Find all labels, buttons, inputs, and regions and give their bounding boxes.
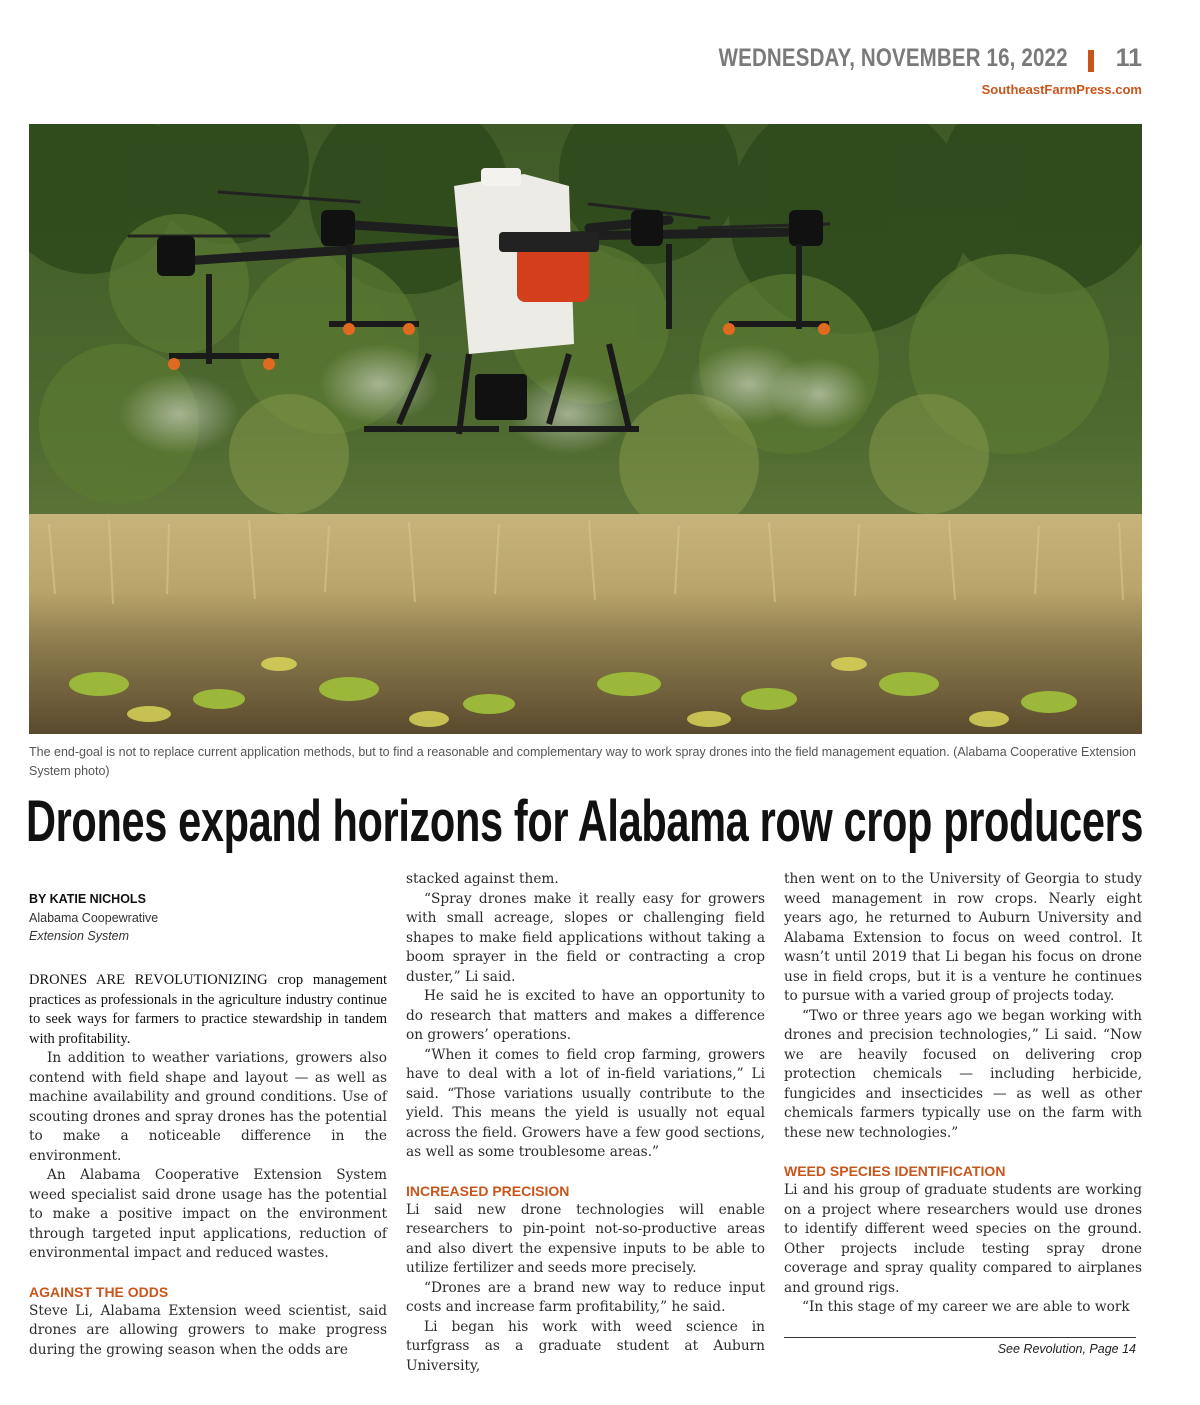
article-column-1 <box>29 870 387 1360</box>
photo-caption: The end-goal is not to replace current application methods, but to find a reasonable and complementary way to work spray drones into the field management equation. (Alabama Cooperative Extension System photo) <box>29 745 1136 778</box>
subhead-against-the-odds: AGAINST THE ODDS <box>29 1283 169 1300</box>
paragraph: Li began his work with weed science in turfgrass as a graduate student at Auburn University, <box>406 1318 765 1374</box>
article-column-3 <box>784 870 1142 1318</box>
lead-photo <box>29 124 1142 734</box>
page-number: 11 <box>1115 44 1142 72</box>
paragraph: “Two or three years ago we began working with drones and precision technologies,” Li said. “Now we are heavily focused on delivering crop protection chemicals — including herbicide, fungicides and insecticides — as well as other chemicals farmers typically use on the farm with these new technologies.” <box>784 1007 1142 1141</box>
paragraph: Steve Li, Alabama Extension weed scientist, said drones are allowing growers to make progress during the growing season when the odds are <box>29 1302 387 1358</box>
byline-affiliation: Alabama Coopewrative <box>29 911 159 925</box>
subhead-weed-species-identification: WEED SPECIES IDENTIFICATION <box>784 1163 1006 1179</box>
paragraph: He said he is excited to have an opportunity to do research that matters and makes a difference on growers’ operations. <box>406 988 765 1043</box>
paragraph: Li and his group of graduate students are working on a project where researchers would use drones to identify different weed species on the ground. Other projects include testing spray drone coverage and spray quality compared to airplanes and ground rigs. <box>784 1182 1142 1296</box>
header-divider <box>1088 50 1094 72</box>
paragraph: “Spray drones make it really easy for growers with small acreage, slopes or challenging field shapes to make field applications without taking a boom sprayer in the field or contracting a crop duster,” Li said. <box>406 890 765 985</box>
paragraph: An Alabama Cooperative Extension System weed specialist said drone usage has the potential to make a positive impact on the environment through targeted input applications, reduction of environmental impact and reduced wastes. <box>29 1167 387 1261</box>
paragraph: then went on to the University of Georgia to study weed management in row crops. Nearly eight years ago, he returned to Auburn University and Alabama Extension to focus on weed control. It wasn’t until 2019 that Li began his focus on drone use in field crops, but it is a venture he continues to pursue with a varied group of projects today. <box>784 871 1142 1004</box>
paragraph: stacked against them. <box>406 871 559 887</box>
site-url: SoutheastFarmPress.com <box>981 82 1142 97</box>
byline-affiliation-2: Extension System <box>29 929 130 943</box>
paragraph: “When it comes to field crop farming, growers have to deal with a lot of in-field variations,” Li said. “Those variations usually contribute to the yield. This means the yield is usually not equal across the field. Growers have a few good sections, as well as some troublesome areas.” <box>406 1046 765 1160</box>
lead-paragraph: DRONES ARE REVOLUTIONIZING crop management practices as professionals in the agriculture industry continue to seek ways for farmers to practice stewardship in tandem with profitability. <box>29 972 387 1047</box>
article-column-2 <box>406 870 765 1376</box>
paragraph: “Drones are a brand new way to reduce input costs and increase farm profitability,” he said. <box>406 1279 765 1315</box>
paragraph: “In this stage of my career we are able to work <box>802 1299 1130 1315</box>
paragraph: Li said new drone technologies will enable researchers to pin-point not-so-productive areas and also divert the expensive inputs to be able to utilize fertilizer and seeds more precisely. <box>406 1201 765 1276</box>
subhead-increased-precision: INCREASED PRECISION <box>406 1182 570 1199</box>
header-date: WEDNESDAY, NOVEMBER 16, 2022 <box>718 44 1068 72</box>
byline-author: BY KATIE NICHOLS <box>29 892 146 906</box>
paragraph: In addition to weather variations, growers also contend with field shape and layout — as well as machine availability and ground conditions. Use of scouting drones and spray drones has the potential to make a noticeable difference in the environment. <box>29 1050 387 1164</box>
headline: Drones expand horizons for Alabama row crop producers <box>26 789 1144 854</box>
jump-line[interactable]: See Revolution, Page 14 <box>784 1337 1136 1356</box>
